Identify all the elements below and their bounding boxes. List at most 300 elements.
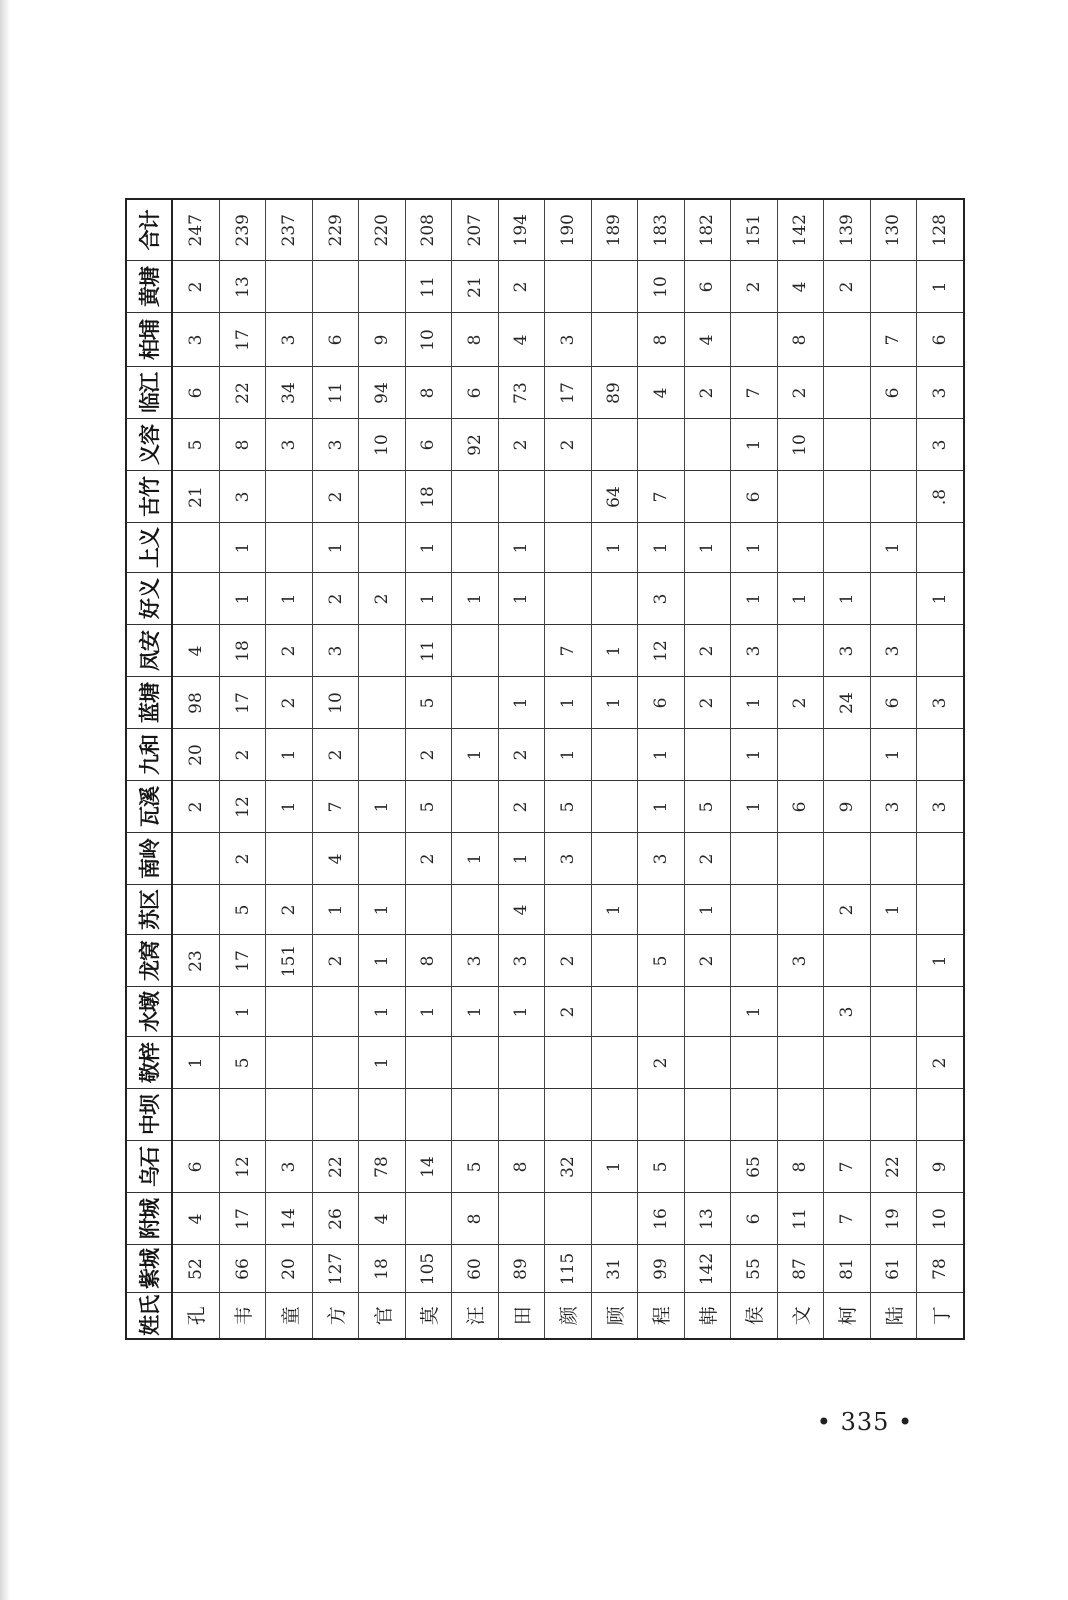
count-cell: 1 (172, 1037, 219, 1089)
count-cell (359, 523, 405, 573)
count-cell: 115 (545, 1245, 591, 1293)
count-cell: 10 (405, 313, 451, 367)
count-cell: 3 (312, 625, 358, 677)
total-cell: 151 (731, 199, 777, 261)
column-header: 凤安 (126, 625, 172, 677)
count-cell: 5 (452, 1141, 498, 1193)
column-header: 临江 (126, 367, 172, 419)
count-cell (684, 1089, 730, 1141)
column-header: 义容 (126, 419, 172, 471)
count-cell: 5 (219, 1037, 265, 1089)
count-cell: 17 (219, 677, 265, 729)
count-cell: 8 (452, 1193, 498, 1245)
count-cell (405, 885, 451, 935)
count-cell: 6 (172, 1141, 219, 1193)
table-row (405, 199, 451, 1339)
count-cell: 2 (405, 833, 451, 885)
count-cell (359, 471, 405, 523)
count-cell (545, 1037, 591, 1089)
count-cell (359, 1089, 405, 1141)
count-cell: 20 (172, 729, 219, 781)
count-cell (452, 885, 498, 935)
count-cell (545, 1089, 591, 1141)
count-cell (359, 833, 405, 885)
count-cell: 2 (777, 367, 823, 419)
count-cell: 1 (638, 729, 684, 781)
count-cell: 1 (498, 523, 544, 573)
count-cell: 4 (172, 1193, 219, 1245)
total-cell: 229 (312, 199, 358, 261)
count-cell (870, 1089, 916, 1141)
count-cell (824, 935, 870, 987)
count-cell: 94 (359, 367, 405, 419)
count-cell (591, 313, 637, 367)
count-cell (266, 833, 312, 885)
count-cell (777, 625, 823, 677)
count-cell (545, 523, 591, 573)
surname-cell: 韦 (219, 1293, 265, 1339)
count-cell (731, 1037, 777, 1089)
count-cell: 1 (452, 987, 498, 1037)
count-cell (777, 987, 823, 1037)
count-cell: 1 (591, 625, 637, 677)
count-cell (452, 625, 498, 677)
count-cell (452, 471, 498, 523)
surname-cell: 文 (777, 1293, 823, 1339)
count-cell (452, 1037, 498, 1089)
count-cell: 5 (638, 935, 684, 987)
surname-distribution-table (125, 198, 965, 1340)
count-cell: 4 (498, 313, 544, 367)
count-cell: 3 (219, 471, 265, 523)
table-row (266, 199, 312, 1339)
count-cell: 31 (591, 1245, 637, 1293)
count-cell (917, 729, 964, 781)
count-cell: 2 (824, 261, 870, 313)
count-cell (359, 729, 405, 781)
count-cell: 2 (219, 729, 265, 781)
count-cell: 2 (266, 625, 312, 677)
count-cell: 1 (405, 523, 451, 573)
count-cell: 6 (917, 313, 964, 367)
count-cell: 6 (870, 677, 916, 729)
count-cell (545, 885, 591, 935)
count-cell: 3 (870, 781, 916, 833)
count-cell: 1 (731, 987, 777, 1037)
count-cell: 3 (266, 1141, 312, 1193)
count-cell: 4 (312, 833, 358, 885)
column-header: 水墩 (126, 987, 172, 1037)
count-cell: 1 (266, 573, 312, 625)
count-cell: 10 (777, 419, 823, 471)
count-cell: 1 (917, 261, 964, 313)
table-row (870, 199, 916, 1339)
count-cell (870, 833, 916, 885)
count-cell: 4 (638, 367, 684, 419)
count-cell (824, 729, 870, 781)
count-cell: 89 (591, 367, 637, 419)
count-cell: 3 (545, 833, 591, 885)
count-cell: 2 (498, 781, 544, 833)
count-cell: 6 (731, 1193, 777, 1245)
column-header: 蓝塘 (126, 677, 172, 729)
table-row (824, 199, 870, 1339)
count-cell (172, 573, 219, 625)
count-cell: 3 (638, 573, 684, 625)
count-cell (917, 833, 964, 885)
count-cell: 1 (359, 1037, 405, 1089)
count-cell: 92 (452, 419, 498, 471)
count-cell: 5 (638, 1141, 684, 1193)
count-cell: 151 (266, 935, 312, 987)
count-cell: 1 (498, 573, 544, 625)
count-cell: 1 (591, 677, 637, 729)
count-cell: 4 (498, 885, 544, 935)
count-cell: 2 (498, 419, 544, 471)
count-cell (824, 1037, 870, 1089)
count-cell: 2 (312, 935, 358, 987)
count-cell: 6 (870, 367, 916, 419)
count-cell: 1 (359, 781, 405, 833)
count-cell: 1 (498, 833, 544, 885)
count-cell: 16 (638, 1193, 684, 1245)
count-cell (545, 261, 591, 313)
count-cell: 3 (545, 313, 591, 367)
count-cell (591, 987, 637, 1037)
column-header: 南岭 (126, 833, 172, 885)
surname-cell: 官 (359, 1293, 405, 1339)
count-cell (777, 1089, 823, 1141)
count-cell: 3 (824, 625, 870, 677)
count-cell: 1 (870, 885, 916, 935)
surname-cell: 田 (498, 1293, 544, 1339)
table-row (498, 199, 544, 1339)
surname-cell: 颜 (545, 1293, 591, 1339)
count-cell: 1 (266, 729, 312, 781)
count-cell: 10 (359, 419, 405, 471)
count-cell: 3 (452, 935, 498, 987)
count-cell: 21 (452, 261, 498, 313)
count-cell: 2 (731, 261, 777, 313)
count-cell (359, 625, 405, 677)
count-cell (312, 261, 358, 313)
count-cell: 7 (824, 1193, 870, 1245)
count-cell (870, 987, 916, 1037)
count-cell: 14 (266, 1193, 312, 1245)
count-cell: 78 (359, 1141, 405, 1193)
count-cell: 18 (219, 625, 265, 677)
count-cell (731, 1089, 777, 1141)
count-cell: 5 (219, 885, 265, 935)
count-cell: 1 (777, 573, 823, 625)
count-cell: 17 (219, 935, 265, 987)
count-cell: 8 (452, 313, 498, 367)
count-cell: 11 (312, 367, 358, 419)
count-cell: 8 (638, 313, 684, 367)
count-cell (684, 987, 730, 1037)
count-cell (312, 1037, 358, 1089)
count-cell: 3 (917, 419, 964, 471)
count-cell (824, 419, 870, 471)
count-cell: 73 (498, 367, 544, 419)
count-cell: 1 (266, 781, 312, 833)
total-cell: 139 (824, 199, 870, 261)
count-cell: 6 (312, 313, 358, 367)
count-cell: 5 (684, 781, 730, 833)
table-row (359, 199, 405, 1339)
count-cell: 26 (312, 1193, 358, 1245)
count-cell (591, 729, 637, 781)
count-cell: 3 (312, 419, 358, 471)
count-cell: 2 (684, 625, 730, 677)
scan-edge-shadow (0, 0, 10, 1600)
surname-cell: 柯 (824, 1293, 870, 1339)
count-cell: 2 (824, 885, 870, 935)
count-cell (870, 573, 916, 625)
count-cell: 7 (824, 1141, 870, 1193)
count-cell (405, 1037, 451, 1089)
count-cell (266, 261, 312, 313)
count-cell: 60 (452, 1245, 498, 1293)
total-cell: 207 (452, 199, 498, 261)
count-cell: 1 (824, 573, 870, 625)
count-cell (638, 987, 684, 1037)
column-header: 中坝 (126, 1089, 172, 1141)
column-header: 黄塘 (126, 261, 172, 313)
count-cell (917, 625, 964, 677)
count-cell: 32 (545, 1141, 591, 1193)
count-cell: 1 (731, 677, 777, 729)
count-cell (684, 729, 730, 781)
count-cell: 1 (731, 729, 777, 781)
count-cell: 18 (359, 1245, 405, 1293)
surname-cell: 童 (266, 1293, 312, 1339)
count-cell: 6 (172, 367, 219, 419)
count-cell: 89 (498, 1245, 544, 1293)
count-cell: 1 (591, 523, 637, 573)
count-cell (452, 781, 498, 833)
total-cell: 190 (545, 199, 591, 261)
count-cell: 34 (266, 367, 312, 419)
count-cell: 1 (638, 781, 684, 833)
column-header: 瓦溪 (126, 781, 172, 833)
count-cell: 23 (172, 935, 219, 987)
count-cell: 12 (219, 1141, 265, 1193)
count-cell: 11 (405, 625, 451, 677)
count-cell: 105 (405, 1245, 451, 1293)
count-cell: 66 (219, 1245, 265, 1293)
total-cell: 183 (638, 199, 684, 261)
count-cell (824, 523, 870, 573)
count-cell (359, 677, 405, 729)
count-cell (777, 885, 823, 935)
count-cell: 1 (917, 573, 964, 625)
count-cell: 9 (917, 1141, 964, 1193)
count-cell (591, 833, 637, 885)
count-cell: 1 (917, 935, 964, 987)
column-header: 古竹 (126, 471, 172, 523)
count-cell (870, 419, 916, 471)
count-cell (777, 833, 823, 885)
table-row (777, 199, 823, 1339)
count-cell (917, 1089, 964, 1141)
table-row (684, 199, 730, 1339)
count-cell: 1 (219, 987, 265, 1037)
count-cell (405, 1089, 451, 1141)
count-cell (684, 1141, 730, 1193)
count-cell (870, 935, 916, 987)
count-cell: 2 (777, 677, 823, 729)
count-cell: 10 (638, 261, 684, 313)
count-cell: 3 (266, 313, 312, 367)
count-cell (172, 987, 219, 1037)
surname-cell: 程 (638, 1293, 684, 1339)
count-cell (591, 1037, 637, 1089)
count-cell (638, 1089, 684, 1141)
column-header: 苏区 (126, 885, 172, 935)
count-cell (498, 625, 544, 677)
count-cell (731, 885, 777, 935)
count-cell: 2 (684, 833, 730, 885)
count-cell: 1 (638, 523, 684, 573)
count-cell: 3 (870, 625, 916, 677)
count-cell: 12 (219, 781, 265, 833)
count-cell (498, 1193, 544, 1245)
count-cell: 2 (359, 573, 405, 625)
column-header: 附城 (126, 1193, 172, 1245)
count-cell: 11 (405, 261, 451, 313)
surname-cell: 顾 (591, 1293, 637, 1339)
count-cell: 8 (405, 367, 451, 419)
count-cell: 2 (684, 367, 730, 419)
count-cell: 1 (452, 833, 498, 885)
count-cell (312, 1089, 358, 1141)
rotated-table-wrapper (125, 200, 965, 1340)
count-cell: 3 (917, 367, 964, 419)
count-cell: 7 (731, 367, 777, 419)
count-cell: 2 (312, 729, 358, 781)
count-cell: 1 (219, 523, 265, 573)
count-cell: 1 (591, 1141, 637, 1193)
count-cell (731, 935, 777, 987)
table-row (452, 199, 498, 1339)
count-cell: 1 (731, 573, 777, 625)
count-cell: 8 (405, 935, 451, 987)
total-cell: 194 (498, 199, 544, 261)
count-cell: 1 (731, 419, 777, 471)
total-cell: 189 (591, 199, 637, 261)
count-cell: 18 (405, 471, 451, 523)
count-cell: 1 (359, 885, 405, 935)
count-cell: 1 (359, 935, 405, 987)
count-cell: 6 (777, 781, 823, 833)
count-cell (498, 1037, 544, 1089)
count-cell: 2 (545, 987, 591, 1037)
surname-cell: 韩 (684, 1293, 730, 1339)
column-header: 合计 (126, 199, 172, 261)
column-header: 好义 (126, 573, 172, 625)
count-cell: 7 (638, 471, 684, 523)
count-cell: 4 (684, 313, 730, 367)
count-cell: 19 (870, 1193, 916, 1245)
count-cell: 9 (824, 781, 870, 833)
count-cell: 21 (172, 471, 219, 523)
count-cell (266, 523, 312, 573)
count-cell: 2 (545, 935, 591, 987)
count-cell: 1 (405, 573, 451, 625)
count-cell (545, 1193, 591, 1245)
count-cell (591, 935, 637, 987)
count-cell: 5 (545, 781, 591, 833)
count-cell: 1 (545, 729, 591, 781)
count-cell: 3 (266, 419, 312, 471)
total-cell: 130 (870, 199, 916, 261)
count-cell (684, 573, 730, 625)
count-cell (591, 781, 637, 833)
count-cell: 2 (684, 935, 730, 987)
count-cell: 10 (312, 677, 358, 729)
count-cell (545, 573, 591, 625)
count-cell: 8 (498, 1141, 544, 1193)
count-cell: 1 (312, 885, 358, 935)
count-cell: 2 (172, 261, 219, 313)
total-cell: 128 (917, 199, 964, 261)
count-cell: 6 (405, 419, 451, 471)
count-cell: 1 (731, 781, 777, 833)
count-cell: 2 (545, 419, 591, 471)
count-cell (498, 471, 544, 523)
count-cell: 142 (684, 1245, 730, 1293)
count-cell (777, 471, 823, 523)
count-cell (824, 1089, 870, 1141)
count-cell (266, 987, 312, 1037)
count-cell: 2 (917, 1037, 964, 1089)
count-cell: 1 (359, 987, 405, 1037)
count-cell (777, 523, 823, 573)
count-cell: 24 (824, 677, 870, 729)
count-cell: 6 (731, 471, 777, 523)
count-cell: 4 (172, 625, 219, 677)
count-cell (452, 677, 498, 729)
count-cell (917, 987, 964, 1037)
count-cell: 3 (172, 313, 219, 367)
count-cell (266, 1037, 312, 1089)
count-cell: 6 (638, 677, 684, 729)
count-cell (172, 523, 219, 573)
count-cell: 5 (172, 419, 219, 471)
count-cell (684, 1037, 730, 1089)
count-cell: 1 (684, 885, 730, 935)
count-cell: 2 (219, 833, 265, 885)
table-row (591, 199, 637, 1339)
count-cell (870, 1037, 916, 1089)
count-cell: 2 (405, 729, 451, 781)
count-cell: 1 (731, 523, 777, 573)
count-cell (591, 1089, 637, 1141)
count-cell (684, 471, 730, 523)
count-cell: 55 (731, 1245, 777, 1293)
column-header: 敬梓 (126, 1037, 172, 1089)
count-cell: 10 (917, 1193, 964, 1245)
count-cell (452, 523, 498, 573)
surname-cell: 侯 (731, 1293, 777, 1339)
count-cell (638, 419, 684, 471)
count-cell: 22 (870, 1141, 916, 1193)
count-cell: 5 (405, 781, 451, 833)
count-cell: 78 (917, 1245, 964, 1293)
count-cell (498, 1089, 544, 1141)
count-cell: 7 (545, 625, 591, 677)
